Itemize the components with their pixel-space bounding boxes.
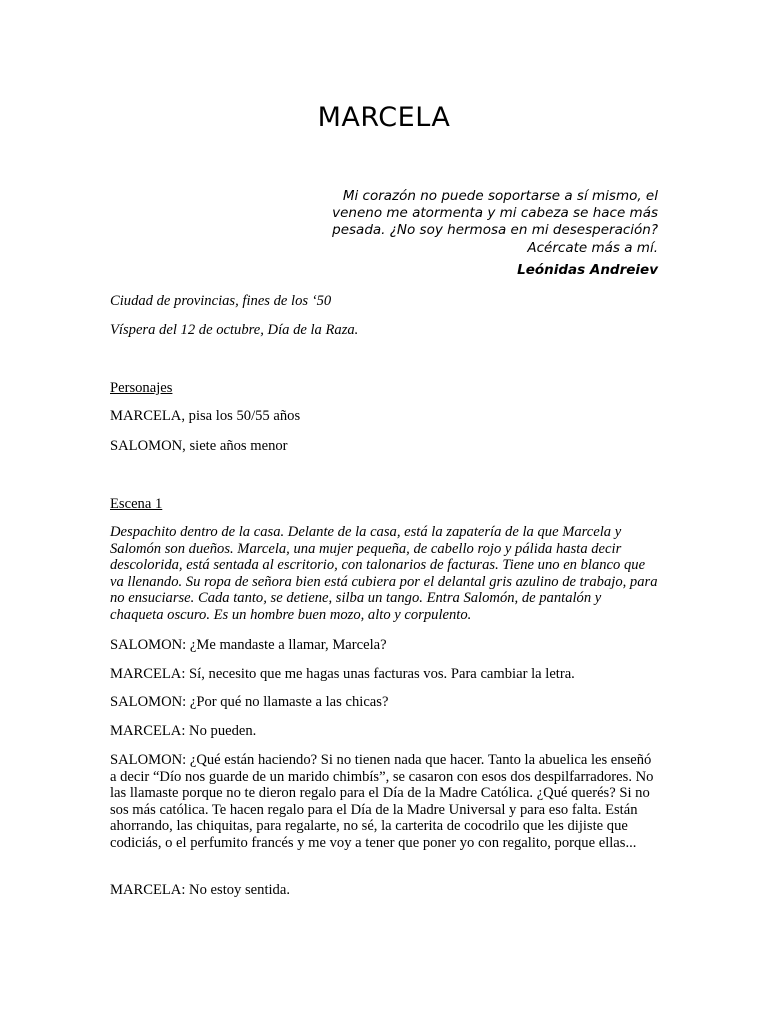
epigraph-author: Leónidas Andreiev xyxy=(517,262,658,278)
dialogue-line: SALOMON: ¿Me mandaste a llamar, Marcela? xyxy=(110,637,387,653)
dialogue-line: SALOMON: ¿Qué están haciendo? Si no tienen nada que hacer. Tanto la abuelica les enseñó a decir “Dío nos guarde de un marido chimbís”, se casaron con esos dos despilfarradores. No las llamaste porque no te dieron regalo para el Día de la Madre Católica. ¿Qué querés? Si no sos más católica. Te hacen regalo para el Día de la Madre Universal y para eso falta. Están ahorrando, las chiquitas, para regalarte, no sé, la carterita de cocodrilo que les dijiste que codiciás, o el perfumito francés y me voy a tener que poner yo con regalito, porque ellas... xyxy=(110,752,654,851)
setting-place: Ciudad de provincias, fines de los ‘50 xyxy=(110,293,332,309)
character-salomon: SALOMON, siete años menor xyxy=(110,438,288,454)
dialogue-line: MARCELA: No estoy sentida. xyxy=(110,882,290,898)
dialogue-line: SALOMON: ¿Por qué no llamaste a las chicas? xyxy=(110,694,389,710)
document-title: MARCELA xyxy=(317,102,451,133)
dialogue-line: MARCELA: No pueden. xyxy=(110,723,257,739)
scene-heading: Escena 1 xyxy=(110,496,163,512)
characters-heading: Personajes xyxy=(110,380,173,396)
epigraph-quote: Mi corazón no puede soportarse a sí mismo, el veneno me atormenta y mi cabeza se hace más pesada. ¿No soy hermosa en mi desesperación? Acércate más a mí. xyxy=(332,188,658,256)
character-marcela: MARCELA, pisa los 50/55 años xyxy=(110,408,301,424)
setting-time: Víspera del 12 de octubre, Día de la Raza. xyxy=(110,322,359,338)
dialogue-line: MARCELA: Sí, necesito que me hagas unas facturas vos. Para cambiar la letra. xyxy=(110,666,575,682)
stage-direction: Despachito dentro de la casa. Delante de la casa, está la zapatería de la que Marcela y Salomón son dueños. Marcela, una mujer pequeña, de cabello rojo y pálida hasta decir descolorida, está sentada al escritorio, con talonarios de facturas. Tiene uno en blanco que va llenando. Su ropa de señora bien está cubiera por el delantal gris azulino de trabajo, para no ensuciarse. Cada tanto, se detiene, silba un tango. Entra Salomón, de pantalón y chaqueta oscuro. Es un hombre buen mozo, alto y corpulento. xyxy=(110,524,658,623)
